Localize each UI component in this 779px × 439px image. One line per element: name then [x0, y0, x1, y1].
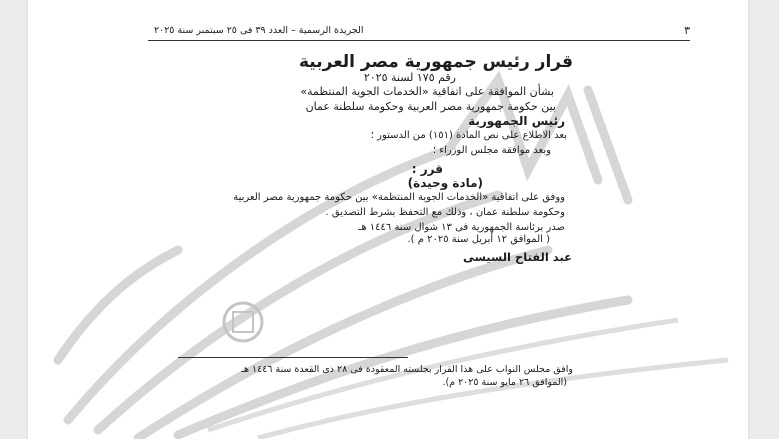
decided-heading: قرر : — [411, 162, 443, 176]
gregorian-date-line: ( الموافق ١٢ أبريل سنة ٢٠٢٥ م ). — [407, 234, 550, 245]
footnote-line-2: (الموافق ٢٦ مايو سنة ٢٠٢٥ م). — [442, 377, 567, 388]
running-header — [148, 24, 690, 41]
footnote-divider — [178, 357, 408, 358]
page-number: ٣ — [684, 24, 690, 37]
footnote-line-1: وافق مجلس النواب على هذا القرار بجلسته المعقودة فى ٢٨ ذى القعدة سنة ١٤٤٦ هـ — [241, 364, 573, 375]
signature: عبد الفتاح السيسى — [462, 250, 572, 264]
decree-subject-line-1: بشأن الموافقة على اتفاقية «الخدمات الجوية المنتظمة» — [300, 85, 554, 98]
article-body-line-1: ووفق على اتفاقية «الخدمات الجوية المنتظمة» بين حكومة جمهورية مصر العربية — [233, 192, 565, 203]
issued-date-line: صدر برئاسة الجمهورية فى ١٣ شوال سنة ١٤٤٦ هـ — [358, 222, 565, 233]
gazette-issue-line: الجريدة الرسمية – العدد ٣٩ فى ٢٥ سبتمبر سنة ٢٠٢٥ — [154, 25, 364, 36]
decree-subject-line-2: بين حكومة جمهورية مصر العربية وحكومة سلطنة عمان — [305, 100, 556, 113]
document-page — [28, 0, 748, 439]
president-heading: رئيس الجمهورية — [468, 114, 565, 128]
preamble-line-2: وبعد موافقة مجلس الوزراء ؛ — [432, 145, 551, 156]
decree-title: قرار رئيس جمهورية مصر العربية — [298, 52, 573, 72]
article-body-line-2: وحكومة سلطنة عمان ، وذلك مع التحفظ بشرط التصديق . — [325, 207, 565, 218]
article-heading: (مادة وحيدة) — [407, 176, 483, 190]
decree-number: رقم ١٧٥ لسنة ٢٠٢٥ — [363, 71, 456, 84]
preamble-line-1: بعد الاطلاع على نص المادة (١٥١) من الدستور ؛ — [370, 130, 567, 141]
